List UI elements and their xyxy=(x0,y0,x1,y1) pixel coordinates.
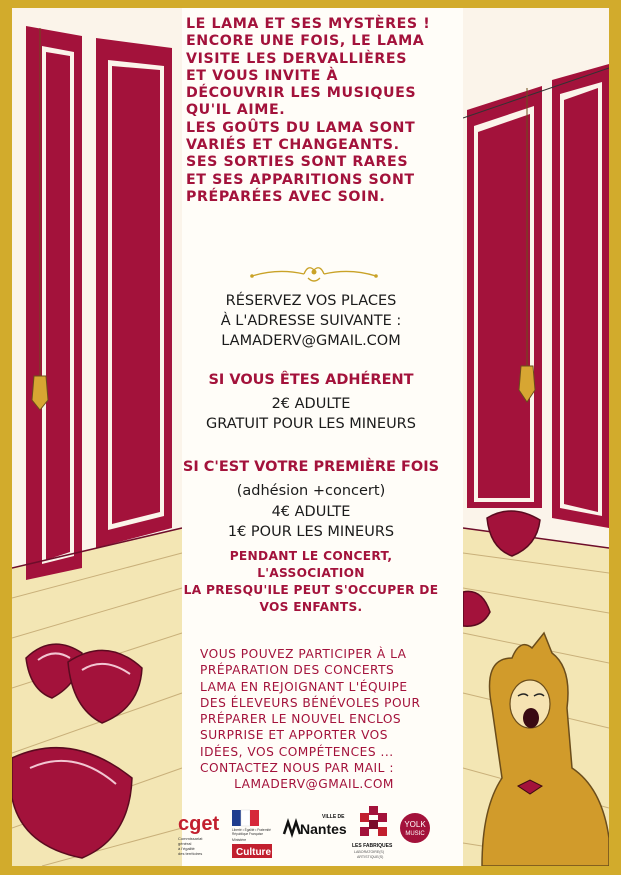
cget-logo xyxy=(178,813,219,856)
volunteer-line: VOUS POUVEZ PARTICIPER À LA xyxy=(200,647,407,661)
intro-text xyxy=(186,16,436,206)
nantes-logo xyxy=(284,814,347,837)
svg-text:à l'égalité: à l'égalité xyxy=(178,846,195,851)
reserve-line: À L'ADRESSE SUIVANTE : xyxy=(220,313,402,329)
childcare-line: VOS ENFANTS. xyxy=(259,600,363,614)
cget-wordmark: cget xyxy=(178,813,220,835)
sponsor-logos xyxy=(12,800,609,866)
svg-text:Culture: Culture xyxy=(236,847,271,858)
svg-text:YOLK: YOLK xyxy=(404,820,426,829)
svg-text:LABORATOIRE(S): LABORATOIRE(S) xyxy=(354,850,385,854)
volunteer-line: IDÉES, VOS COMPÉTENCES ... xyxy=(200,744,394,759)
adherent-title: SI VOUS ÊTES ADHÉRENT xyxy=(208,372,414,388)
intro-line: VISITE LES DERVALLIÈRES xyxy=(186,50,408,67)
intro-line: ET SES APPARITIONS SONT xyxy=(186,171,415,188)
intro-line: VARIÉS ET CHANGEANTS. xyxy=(186,137,400,154)
adherent-price-adult: 2€ ADULTE xyxy=(271,396,351,412)
intro-line: LES GOÛTS DU LAMA SONT xyxy=(186,119,416,136)
childcare-note xyxy=(176,548,446,616)
svg-text:Nantes: Nantes xyxy=(300,821,347,837)
first-time-price-adult: 4€ ADULTE xyxy=(271,503,351,520)
yolk-music-logo xyxy=(400,813,430,843)
reserve-line: RÉSERVEZ VOS PLACES xyxy=(225,293,397,309)
svg-text:République Française: République Française xyxy=(232,832,264,836)
svg-text:Liberté • Égalité • Fraternité: Liberté • Égalité • Fraternité xyxy=(232,828,271,832)
reserve-email: LAMADERV@GMAIL.COM xyxy=(221,333,401,349)
svg-text:VILLE DE: VILLE DE xyxy=(322,814,345,820)
ornament-divider xyxy=(248,262,380,284)
volunteer-line: PRÉPARER LE NOUVEL ENCLOS xyxy=(200,712,402,727)
volunteer-line: CONTACTEZ NOUS PAR MAIL : xyxy=(200,761,394,776)
intro-line: PRÉPARÉES AVEC SOIN. xyxy=(186,188,386,205)
svg-text:Commissariat: Commissariat xyxy=(178,836,203,841)
first-time-prices xyxy=(176,481,446,543)
intro-line: LE LAMA ET SES MYSTÈRES ! xyxy=(186,16,431,32)
childcare-line: PENDANT LE CONCERT, L'ASSOCIATION xyxy=(229,549,393,580)
volunteer-line: LAMA EN REJOIGNANT L'ÉQUIPE xyxy=(200,679,408,694)
svg-text:MUSIC: MUSIC xyxy=(405,831,425,837)
volunteer-email: LAMADERV@GMAIL.COM xyxy=(234,777,394,792)
volunteer-line: PRÉPARATION DES CONCERTS xyxy=(200,663,395,678)
fabriques-logo xyxy=(352,806,393,859)
marianne-logo xyxy=(232,810,272,858)
intro-line: ET VOUS INVITE À xyxy=(186,67,339,84)
childcare-line: LA PRESQU'ILE PEUT S'OCCUPER DE xyxy=(183,583,439,597)
first-time-note: (adhésion +concert) xyxy=(236,483,386,499)
volunteer-text xyxy=(200,646,428,793)
intro-line: QU'IL AIME. xyxy=(186,102,286,119)
svg-text:LES FABRIQUES: LES FABRIQUES xyxy=(352,843,393,849)
intro-line: ENCORE UNE FOIS, LE LAMA xyxy=(186,33,425,50)
adherent-price-minors: GRATUIT POUR LES MINEURS xyxy=(206,416,416,432)
svg-text:ARTISTIQUE(S): ARTISTIQUE(S) xyxy=(357,855,384,859)
first-time-title: SI C'EST VOTRE PREMIÈRE FOIS xyxy=(182,459,440,475)
volunteer-line: DES ÉLEVEURS BÉNÉVOLES POUR xyxy=(200,695,421,710)
svg-text:Ministère: Ministère xyxy=(232,838,247,842)
first-time-price-minors: 1€ POUR LES MINEURS xyxy=(227,524,395,540)
intro-line: SES SORTIES SONT RARES xyxy=(186,154,409,171)
adherent-prices xyxy=(176,394,446,434)
intro-line: DÉCOUVRIR LES MUSIQUES xyxy=(186,85,417,102)
reservation-block xyxy=(176,291,446,351)
svg-text:des territoires: des territoires xyxy=(178,851,203,856)
volunteer-line: SURPRISE ET APPORTER VOS xyxy=(200,728,389,743)
svg-text:général: général xyxy=(178,841,192,846)
